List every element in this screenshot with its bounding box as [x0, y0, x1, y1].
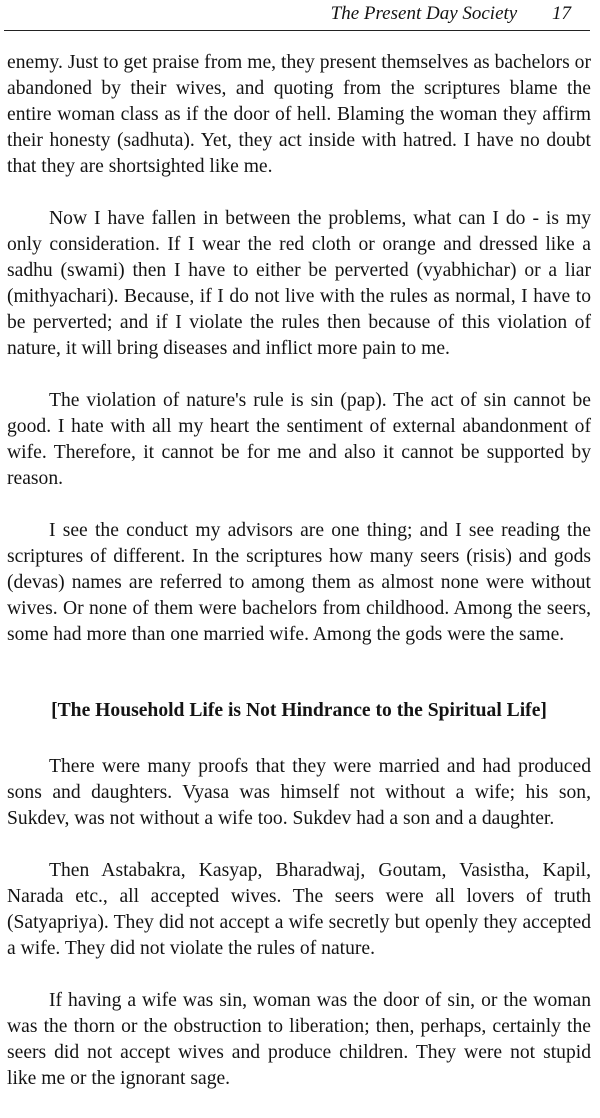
paragraph: Then Astabakra, Kasyap, Bharadwaj, Goutam, Vasistha, Kapil, Narada etc., all accepted wives. The seers were all lovers of truth (Satyapriya). They did not accept a wife secretly but openly they accepted a wife. They did not violate the rules of nature.: [7, 860, 591, 959]
page-body: [7, 50, 591, 1118]
paragraph: The violation of nature's rule is sin (pap). The act of sin cannot be good. I hate with all my heart the sentiment of external abandonment of wife. Therefore, it cannot be for me and also it cannot be supported by reason.: [7, 390, 591, 489]
header-rule: [4, 30, 590, 31]
paragraph: enemy. Just to get praise from me, they present themselves as bachelors or abandoned by their wives, and quoting from the scriptures blame the entire woman class as if the door of hell. Blaming the woman they affirm their honesty (sadhuta). Yet, they act inside with hatred. I have no doubt that they are shortsighted like me.: [7, 52, 591, 177]
running-header: [331, 3, 571, 25]
page-number: 17: [552, 3, 571, 24]
paragraph: Now I have fallen in between the problems, what can I do - is my only consideration. If I wear the red cloth or orange and dressed like a sadhu (swami) then I have to either be perverted (vyabhichar) or a liar (mithyachari). Because, if I do not live with the rules as normal, I have to be perverted; and if I violate the rules then because of this violation of nature, it will bring diseases and inflict more pain to me.: [7, 208, 591, 359]
paragraph: I see the conduct my advisors are one thing; and I see reading the scriptures of different. In the scriptures how many seers (risis) and gods (devas) names are referred to among them as almost none were without wives. Or none of them were bachelors from childhood. Among the seers, some had more than one married wife. Among the gods were the same.: [7, 520, 591, 645]
paragraph: There were many proofs that they were married and had produced sons and daughters. Vyasa was himself not without a wife; his son, Sukdev, was not without a wife too. Sukdev had a son and a daughter.: [7, 756, 591, 829]
paragraph: If having a wife was sin, woman was the door of sin, or the woman was the thorn or the obstruction to liberation; then, perhaps, certainly the seers did not accept wives and produce children. They were not stupid like me or the ignorant sage.: [7, 990, 591, 1089]
running-header-title: The Present Day Society: [330, 3, 518, 24]
section-heading: [The Household Life is Not Hindrance to the Spiritual Life]: [51, 700, 547, 721]
